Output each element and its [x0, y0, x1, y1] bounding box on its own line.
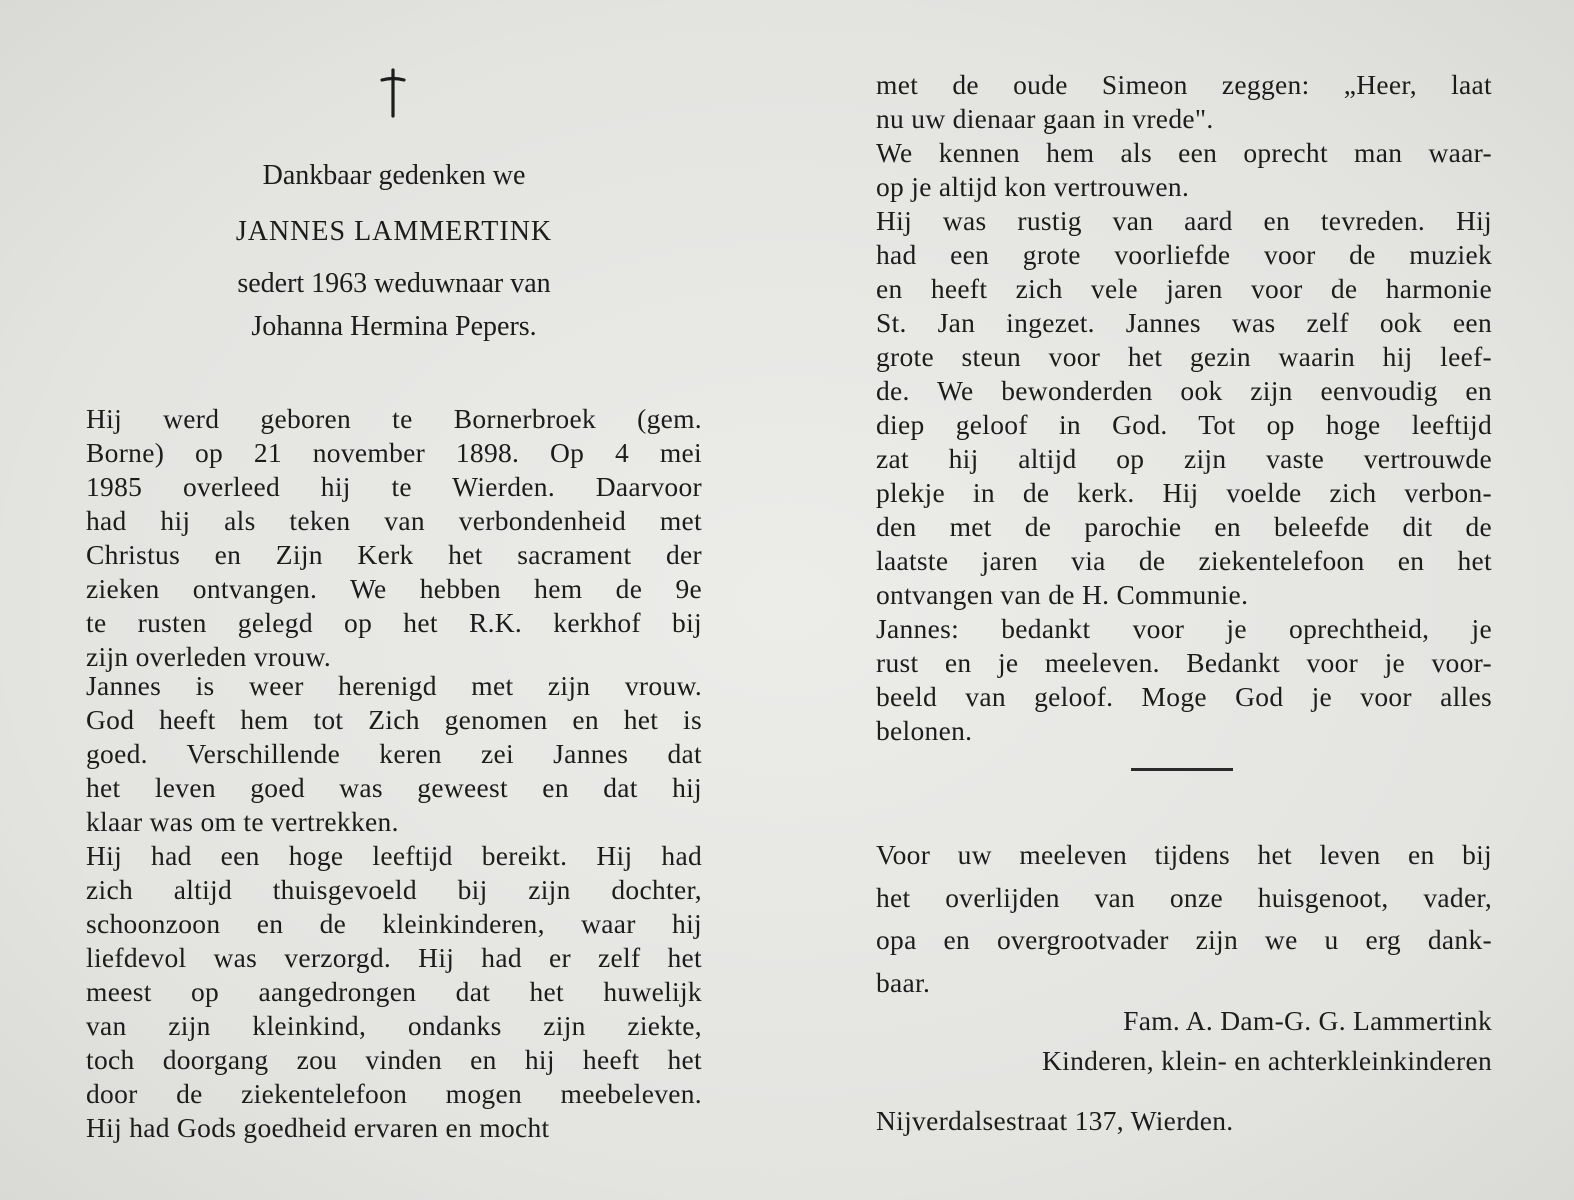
text-line: diep geloof in God. Tot op hoge leeftijd	[876, 409, 1492, 440]
text-line: Borne) op 21 november 1898. Op 4 mei	[86, 437, 702, 468]
text-line: liefdevol was verzorgd. Hij had er zelf het	[86, 942, 702, 973]
cross-icon	[378, 68, 408, 118]
text-line: 1985 overleed hij te Wierden. Daarvoor	[86, 471, 702, 502]
paragraph	[876, 834, 1492, 1004]
family-signature: Fam. A. Dam-G. G. Lammertink	[1123, 1005, 1492, 1036]
text-line: beeld van geloof. Moge God je voor alles	[876, 681, 1492, 712]
text-line: van zijn kleinkind, ondanks zijn ziekte,	[86, 1010, 702, 1041]
text-line: toch doorgang zou vinden en hij heeft het	[86, 1044, 702, 1075]
text-line: het overlijden van onze huisgenoot, vader,	[876, 881, 1492, 913]
text-line: op je altijd kon vertrouwen.	[876, 171, 1190, 202]
text-line: zijn overleden vrouw.	[86, 641, 332, 672]
paragraph	[876, 204, 1492, 612]
text-line: opa en overgrootvader zijn we u erg dank-	[876, 924, 1492, 955]
paragraph	[86, 839, 702, 1145]
text-line: ontvangen van de H. Communie.	[876, 579, 1249, 610]
text-line: door de ziekentelefoon mogen meebeleven.	[86, 1078, 702, 1109]
text-line: Voor uw meeleven tijdens het leven en bij	[876, 839, 1492, 870]
text-line: Hij werd geboren te Bornerbroek (gem.	[86, 403, 702, 434]
text-line: het leven goed was geweest en dat hij	[86, 772, 702, 803]
text-line: Hij had Gods goedheid ervaren en mocht	[86, 1112, 550, 1143]
text-line: Hij was rustig van aard en tevreden. Hij	[876, 205, 1492, 236]
paragraph	[876, 612, 1492, 748]
text-line: grote steun voor het gezin waarin hij leef-	[876, 341, 1492, 372]
text-line: met de oude Simeon zeggen: „Heer, laat	[876, 69, 1492, 100]
text-line: Jannes: bedankt voor je oprechtheid, je	[876, 613, 1492, 644]
paragraph	[876, 136, 1492, 204]
text-line: rust en je meeleven. Bedankt voor je voor-	[876, 647, 1492, 678]
text-line: had een grote voorliefde voor de muziek	[876, 239, 1492, 270]
text-line: plekje in de kerk. Hij voelde zich verbon-	[876, 477, 1492, 508]
deceased-name: JANNES LAMMERTINK	[235, 216, 553, 247]
text-line: zat hij altijd op zijn vaste vertrouwde	[876, 443, 1492, 474]
relatives-signature: Kinderen, klein- en achterkleinkinderen	[1042, 1045, 1492, 1076]
text-line: God heeft hem tot Zich genomen en het is	[86, 704, 702, 735]
text-line: en heeft zich vele jaren voor de harmonie	[876, 273, 1492, 304]
text-line: den met de parochie en beleefde dit de	[876, 511, 1492, 542]
text-line: zieken ontvangen. We hebben hem de 9e	[86, 573, 702, 604]
paragraph	[86, 669, 702, 839]
text-line: Christus en Zijn Kerk het sacrament der	[86, 539, 702, 570]
divider	[1131, 768, 1233, 771]
text-line: de. We bewonderden ook zijn eenvoudig en	[876, 375, 1492, 406]
text-line: schoonzoon en de kleinkinderen, waar hij	[86, 908, 702, 939]
text-line: nu uw dienaar gaan in vrede".	[876, 103, 1214, 134]
text-line: baar.	[876, 966, 931, 998]
text-line: Hij had een hoge leeftijd bereikt. Hij had	[86, 840, 702, 871]
text-line: te rusten gelegd op het R.K. kerkhof bij	[86, 607, 702, 638]
paragraph	[876, 68, 1492, 136]
paragraph	[86, 402, 702, 674]
spouse-name: Johanna Hermina Pepers.	[251, 311, 537, 342]
text-line: Jannes is weer herenigd met zijn vrouw.	[86, 670, 702, 701]
text-line: St. Jan ingezet. Jannes was zelf ook een	[876, 307, 1492, 338]
text-line: belonen.	[876, 715, 973, 746]
address: Nijverdalsestraat 137, Wierden.	[876, 1105, 1234, 1136]
text-line: meest op aangedrongen dat het huwelijk	[86, 976, 702, 1007]
text-line: goed. Verschillende keren zei Jannes dat	[86, 738, 702, 769]
text-line: zich altijd thuisgevoeld bij zijn dochter,	[86, 874, 702, 905]
widower-line: sedert 1963 weduwnaar van	[237, 268, 551, 299]
text-line: We kennen hem als een oprecht man waar-	[876, 137, 1492, 168]
text-line: klaar was om te vertrekken.	[86, 806, 399, 837]
text-line: laatste jaren via de ziekentelefoon en het	[876, 545, 1492, 576]
text-line: had hij als teken van verbondenheid met	[86, 505, 702, 536]
intro-line: Dankbaar gedenken we	[262, 160, 526, 191]
